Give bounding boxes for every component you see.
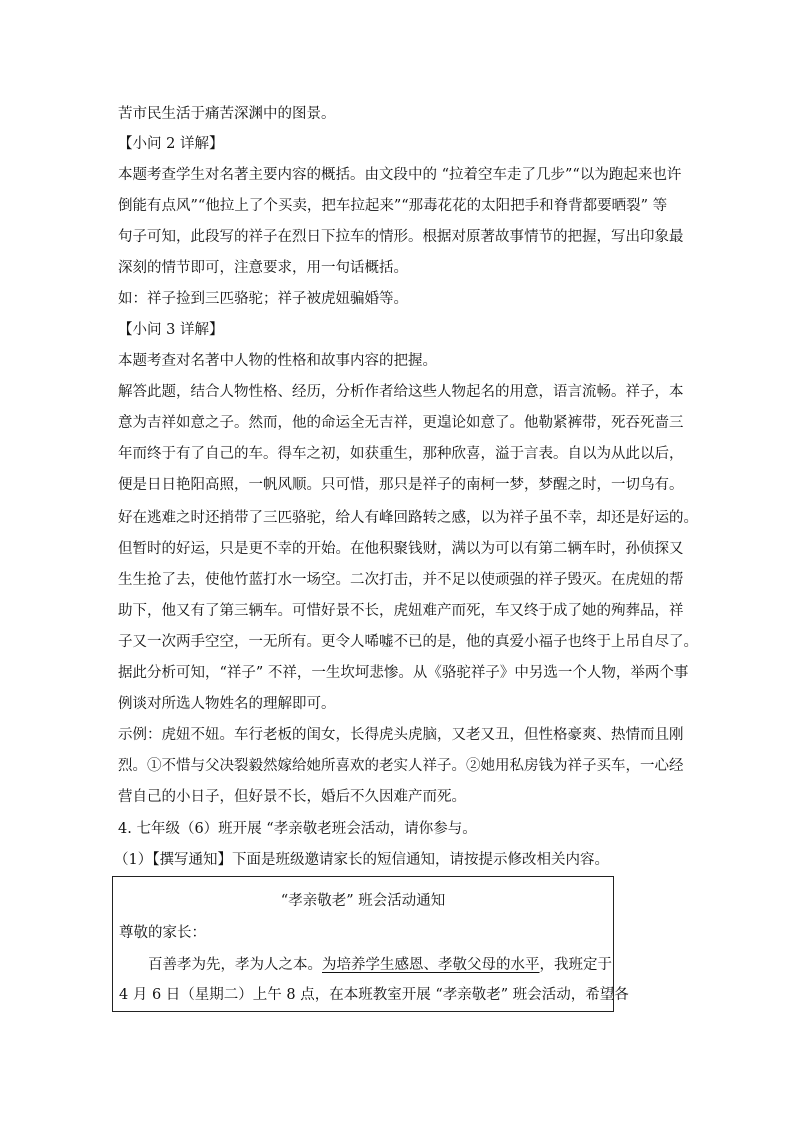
paragraph-line: 烈。①不惜与父决裂毅然嫁给她所喜欢的老实人祥子。②她用私房钱为祥子买车，一心经 xyxy=(118,758,684,774)
paragraph-line: 助下，他又有了第三辆车。可惜好景不长，虎妞难产而死，车又终于成了她的殉葬品，祥 xyxy=(118,603,684,619)
paragraph-line: 便是日日艳阳高照，一帆风顺。只可惜，那只是祥子的南柯一梦，梦醒之时，一切乌有。 xyxy=(118,477,684,493)
paragraph-line: 生生抢了去，使他竹蓝打水一场空。二次打击，并不足以使顽强的祥子毁灭。在虎妞的帮 xyxy=(118,572,684,588)
paragraph-line: 营自己的小日子，但好景不长，婚后不久因难产而死。 xyxy=(118,789,466,805)
paragraph-line: 深刻的情节即可，注意要求，用一句话概括。 xyxy=(118,260,408,276)
notice-body-line xyxy=(148,955,612,975)
paragraph-line: 年而终于有了自己的车。得车之初，如获重生，那种欣喜，溢于言表。自以为从此以后， xyxy=(118,446,684,462)
paragraph-line: 子又一次两手空空，一无所有。更令人唏嘘不已的是，他的真爱小福子也终于上吊自尽了。 xyxy=(118,634,698,650)
paragraph-line: 句子可知，此段写的祥子在烈日下拉车的情形。根据对原著故事情节的把握，写出印象最 xyxy=(118,229,684,245)
paragraph-line: 本题考查学生对名著主要内容的概括。由文段中的 “拉着空车走了几步”“以为跑起来也许 xyxy=(118,167,682,183)
paragraph-line: 倒能有点风”“他拉上了个买卖，把车拉起来”“那毒花花的太阳把手和脊背都要晒裂” 等 xyxy=(118,198,668,214)
notice-body-text: 百善孝为先，孝为人之本。 xyxy=(148,957,322,973)
paragraph-line: 据此分析可知，“祥子” 不祥，一生坎坷悲惨。从《骆驼祥子》中另选一个人物，举两个事 xyxy=(118,665,689,681)
question-4: 4. 七年级（6）班开展 “孝亲敬老班会活动，请你参与。 xyxy=(118,821,477,837)
paragraph-line: 苦市民生活于痛苦深渊中的图景。 xyxy=(118,106,336,122)
paragraph-line: 好在逃难之时还捎带了三匹骆驼，给人有峰回路转之感，以为祥子虽不幸，却还是好运的。 xyxy=(118,510,698,526)
notice-body-text: ，我班定于 xyxy=(539,957,612,973)
section-heading-q2: 【小问 2 详解】 xyxy=(118,136,224,152)
paragraph-line: 意为吉祥如意之子。然而，他的命运全无吉祥，更遑论如意了。他勒紧裤带，死吞死啬三 xyxy=(118,415,684,431)
notice-box xyxy=(112,876,629,1012)
paragraph-line: 但暂时的好运，只是更不幸的开始。在他积聚钱财，满以为可以有第二辆车时，孙侦探又 xyxy=(118,541,684,557)
paragraph-line: 示例：虎妞不妞。车行老板的闺女，长得虎头虎脑，又老又丑，但性格豪爽、热情而且刚 xyxy=(118,727,684,743)
paragraph-line: 解答此题，结合人物性格、经历，分析作者给这些人物起名的用意，语言流畅。祥子，本 xyxy=(118,384,684,400)
underlined-phrase: 为培养学生感恩、孝敬父母的水平 xyxy=(322,957,540,973)
paragraph-line: 如：祥子捡到三匹骆驼；祥子被虎妞骗婚等。 xyxy=(118,291,408,307)
notice-salutation: 尊敬的家长： xyxy=(119,925,206,941)
notice-body-line: 4 月 6 日（星期二）上午 8 点，在本班教室开展 “孝亲敬老” 班会活动，希望各 xyxy=(119,987,629,1003)
paragraph-line: 本题考查对名著中人物的性格和故事内容的把握。 xyxy=(118,353,437,369)
section-heading-q3: 【小问 3 详解】 xyxy=(118,322,224,338)
question-4-part-1: （1）【撰写通知】下面是班级邀请家长的短信通知，请按提示修改相关内容。 xyxy=(114,852,609,868)
paragraph-line: 例谈对所选人物姓名的理解即可。 xyxy=(118,696,336,712)
notice-title: “孝亲敬老” 班会活动通知 xyxy=(280,893,446,909)
